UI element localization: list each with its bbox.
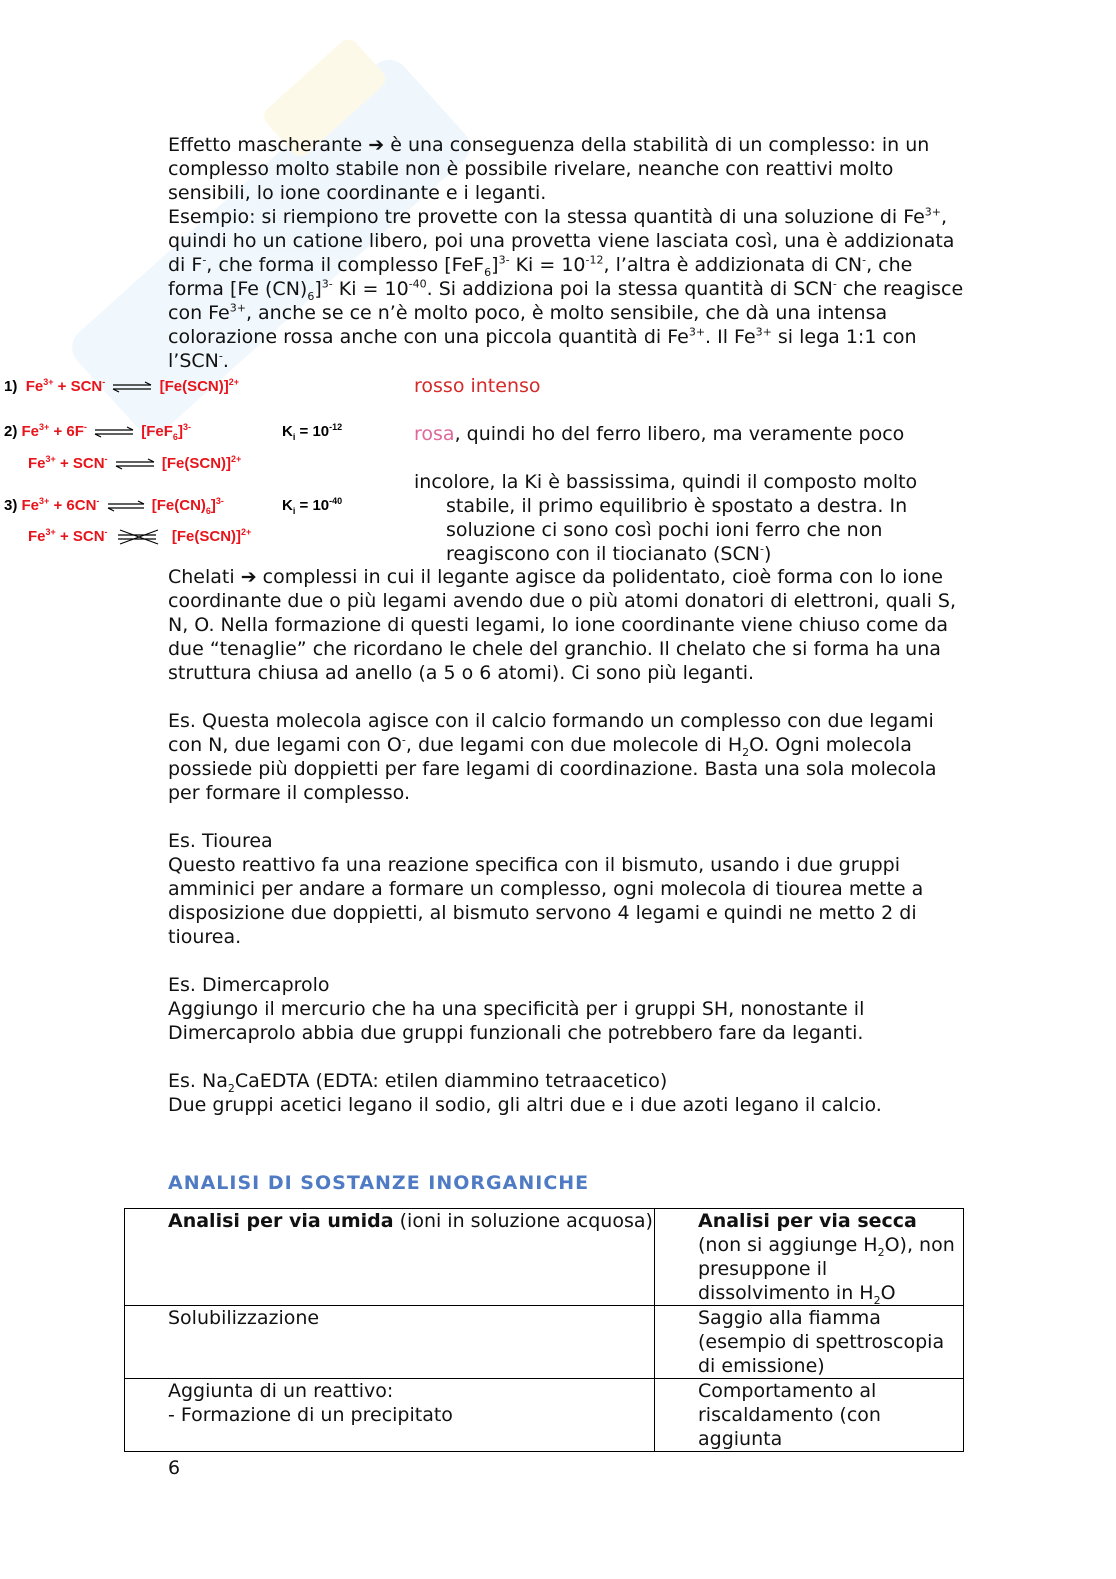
edta-paragraph: Due gruppi acetici legano il sodio, gli altri due e i due azoti legano il calcio.	[168, 1094, 882, 1116]
dimercaprol-title: Es. Dimercaprolo	[168, 974, 330, 996]
observation-2: rosa, quindi ho del ferro libero, ma veramente poco	[414, 423, 905, 445]
table-row	[125, 1379, 964, 1452]
analysis-table	[124, 1208, 964, 1452]
equilibrium-arrow-icon	[109, 381, 155, 393]
equilibrium-arrow-icon	[104, 500, 148, 512]
observation-3: incolore, la Ki è bassissima, quindi il composto molto stabile, il primo equilibrio è spostato a destra. In soluzione ci sono così pochi ioni ferro che non reagiscono con il tiocianato (SCN-)	[414, 471, 918, 565]
table-cell: Solubilizzazione	[125, 1306, 655, 1379]
table-cell: Saggio alla fiamma (esempio di spettroscopia di emissione)	[655, 1306, 964, 1379]
chelates-paragraph: Chelati ➔ complessi in cui il legante agisce da polidentato, cioè forma con lo ione coordinante due o più legami avendo due o più atomi donatori di elettroni, quali S, N, O. Nella formazione di questi legami, lo ione coordinante viene chiuso come da due “tenaglie” che ricordano le chele del granchio. Il chelato che si forma ha una struttura chiusa ad anello (a 5 o 6 atomi). Ci sono più leganti.	[168, 566, 957, 684]
table-cell: Aggiunta di un reattivo: - Formazione di un precipitato	[125, 1379, 655, 1452]
equilibrium-arrow-icon	[91, 426, 137, 438]
right-arrow-icon: ➔	[368, 134, 385, 156]
right-arrow-icon: ➔	[240, 566, 257, 588]
edta-title: Es. $Na_2CaEDTA$ (EDTA: etilen diammino tetraacetico)	[168, 1070, 668, 1095]
example-paragraph: Esempio: si riempiono tre provette con la stessa quantità di una soluzione di $Fe^{3+}$, quindi ho un catione libero, poi una provetta viene lasciata così, una è addizionata di F-, che forma il complesso $[FeF_6]^{3-}$ $Ki = 10^{-12}$, l’altra è addizionata di CN-, che forma [Fe $(CN)_6]^{3-}$ $Ki = 10^{-40}$. Si addiziona poi la stessa quantità di SCN- che reagisce con $Fe^{3+}$, anche se ce n’è molto poco, è molto sensibile, che dà una intensa colorazione rossa anche con una piccola quantità di $Fe^{3+}$. Il $Fe^{3+}$ si lega 1:1 con l’SCN-.	[168, 205, 964, 372]
thiourea-title: Es. Tiourea	[168, 830, 273, 852]
page-number: 6	[168, 1457, 181, 1479]
equilibrium-arrow-icon	[112, 458, 158, 470]
masking-paragraph: Effetto mascherante ➔ è una conseguenza della stabilità di un complesso: in un complesso molto stabile non è possibile rivelare, neanche con reattivi molto sensibili, lo ione coordinante e i leganti.	[168, 134, 930, 204]
equation-2: 2) $Fe^{3+} + 6F^-$ $[FeF_6]^{3-}$	[4, 422, 191, 442]
observation-1: rosso intenso	[414, 375, 541, 397]
intro-block	[168, 133, 968, 373]
table-cell: Analisi per via umida (ioni in soluzione acquosa)	[125, 1209, 655, 1306]
equation-2b: $Fe^{3+} + SCN^-$ $[Fe(SCN)]^{2+}$	[28, 454, 242, 472]
table-row	[125, 1209, 964, 1306]
dimercaprol-paragraph: Aggiungo il mercurio che ha una specificità per i gruppi SH, nonostante il Dimercaprolo abbia due gruppi funzionali che potrebbero fare da leganti.	[168, 998, 865, 1044]
section-heading: ANALISI DI SOSTANZE INORGANICHE	[168, 1172, 590, 1194]
equation-3b: $Fe^{3+} + SCN^-$ $[Fe(SCN)]^{2+}$	[28, 527, 252, 545]
chelates-block	[168, 565, 968, 1117]
table-cell: Comportamento al riscaldamento (con aggiunta	[655, 1379, 964, 1452]
example-molecule-paragraph: Es. Questa molecola agisce con il calcio formando un complesso con due legami con N, due legami con O-, due legami con due molecole di $H_2O$. Ogni molecola possiede più doppietti per fare legami di coordinazione. Basta una sola molecola per formare il complesso.	[168, 710, 937, 804]
thiourea-paragraph: Questo reattivo fa una reazione specifica con il bismuto, usando i due gruppi amminici per andare a formare un complesso, ogni molecola di tiourea mette a disposizione due doppietti, al bismuto servono 4 legami e quindi ne metto 2 di tiourea.	[168, 854, 924, 948]
equation-1: 1) $Fe^{3+} + SCN^-$ $[Fe(SCN)]^{2+}$	[4, 377, 239, 395]
table-row	[125, 1306, 964, 1379]
equation-3: 3) $Fe^{3+} + 6CN^-$ $[Fe(CN)_6]^{3-}$	[4, 496, 224, 516]
equation-2-constant: $K_i = 10^{-12}$	[282, 422, 343, 442]
table-cell: Analisi per via secca (non si aggiunge $H_2O$), non presuppone il dissolvimento in $H_2O$	[655, 1209, 964, 1306]
blocked-equilibrium-arrow-icon	[112, 529, 168, 545]
equation-3-constant: $K_i = 10^{-40}$	[282, 496, 343, 516]
